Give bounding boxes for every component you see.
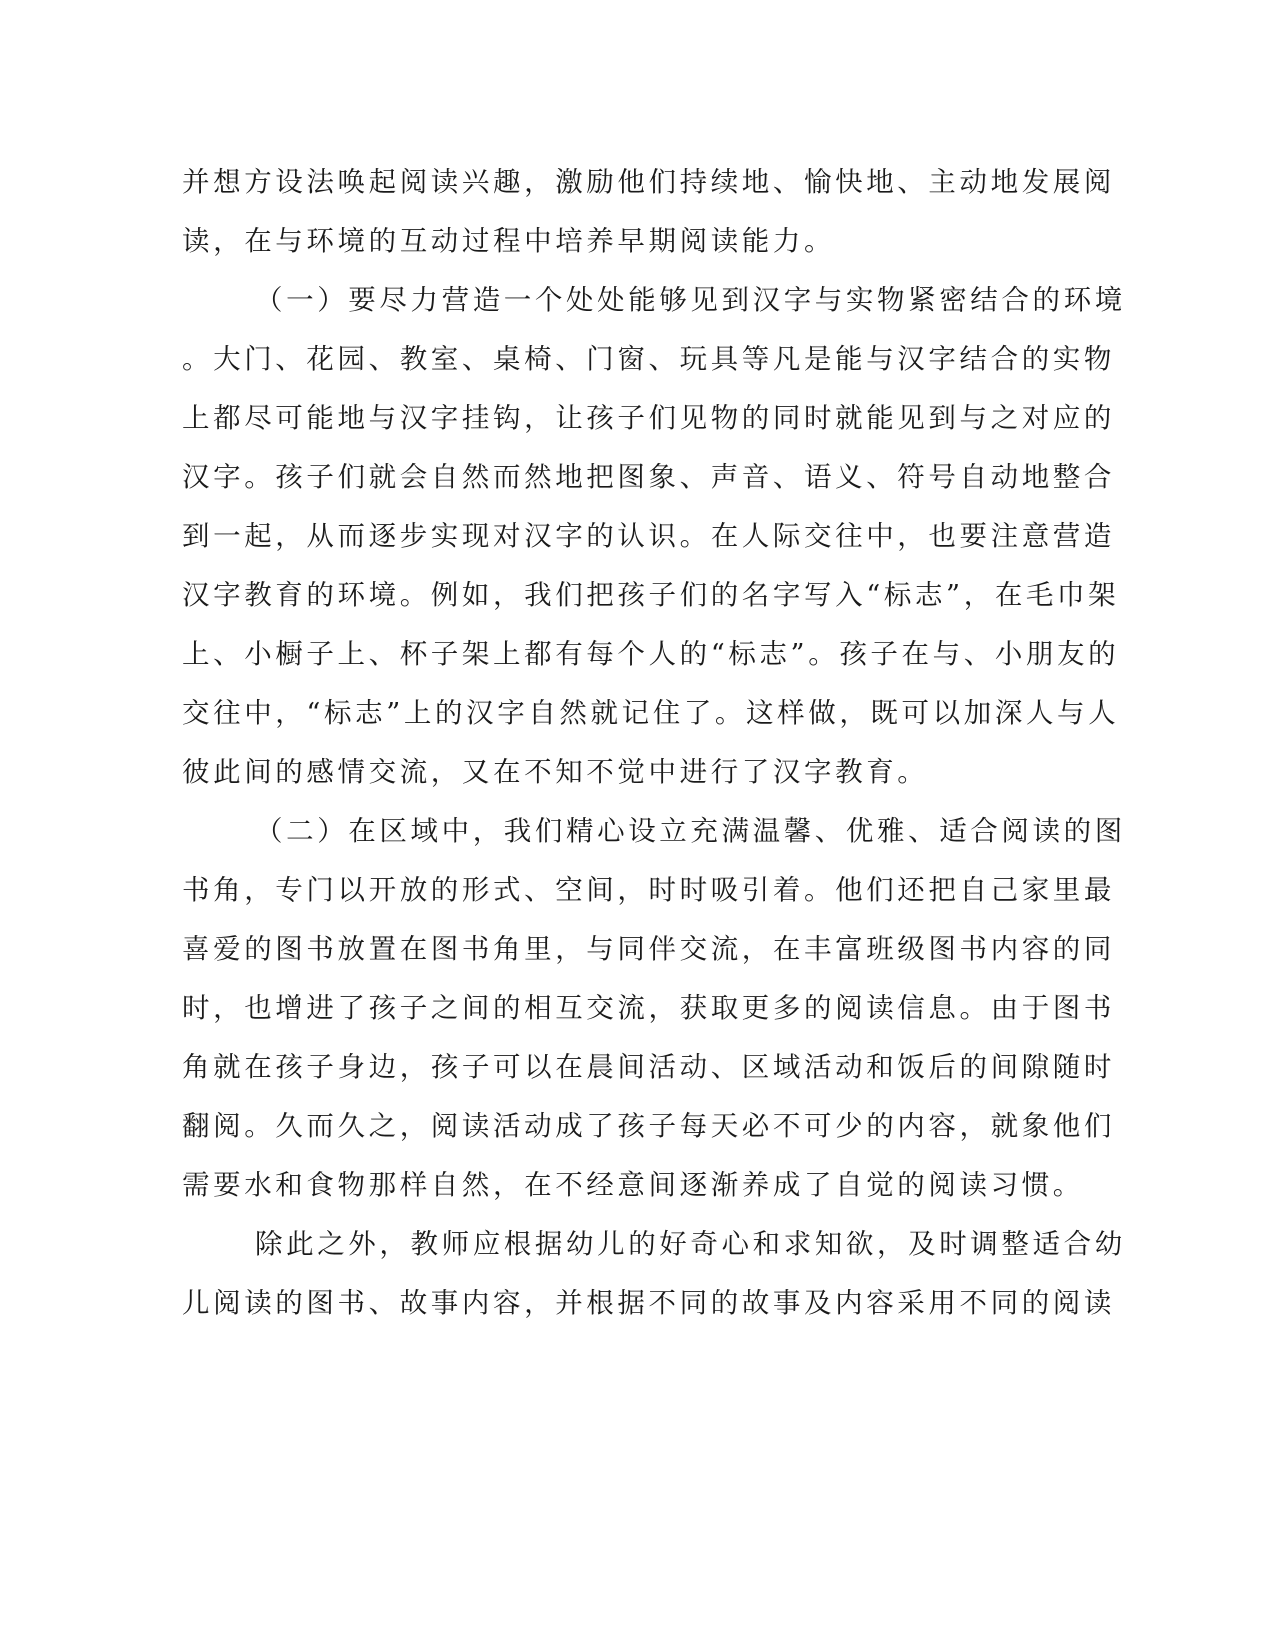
body-text xyxy=(182,160,1126,1340)
text-line: 汉字教育的环境。例如，我们把孩子们的名字写入“标志”，在毛巾架 xyxy=(182,579,1120,611)
text-line: 时，也增进了孩子之间的相互交流，获取更多的阅读信息。由于图书 xyxy=(182,992,1115,1024)
text-line: 书角，专门以开放的形式、空间，时时吸引着。他们还把自己家里最 xyxy=(182,874,1115,906)
text-line: 喜爱的图书放置在图书角里，与同伴交流，在丰富班级图书内容的同 xyxy=(182,933,1115,965)
text-line: 并想方设法唤起阅读兴趣，激励他们持续地、愉快地、主动地发展阅 xyxy=(182,166,1115,198)
section-1-heading-line: （一）要尽力营造一个处处能够见到汉字与实物紧密结合的环境 xyxy=(255,284,1126,316)
text-line: 到一起，从而逐步实现对汉字的认识。在人际交往中，也要注意营造 xyxy=(182,520,1115,552)
text-line: 汉字。孩子们就会自然而然地把图象、声音、语义、符号自动地整合 xyxy=(182,461,1115,493)
section-2-heading-line: （二）在区域中，我们精心设立充满温馨、优雅、适合阅读的图 xyxy=(255,815,1126,847)
text-line: 交往中，“标志”上的汉字自然就记住了。这样做，既可以加深人与人 xyxy=(182,697,1120,729)
text-line: 角就在孩子身边，孩子可以在晨间活动、区域活动和饭后的间隙随时 xyxy=(182,1051,1115,1083)
text-line: 上、小橱子上、杯子架上都有每个人的“标志”。孩子在与、小朋友的 xyxy=(182,638,1120,670)
text-line: 读，在与环境的互动过程中培养早期阅读能力。 xyxy=(182,225,836,257)
text-line: 。大门、花园、教室、桌椅、门窗、玩具等凡是能与汉字结合的实物 xyxy=(182,343,1115,375)
text-line: 儿阅读的图书、故事内容，并根据不同的故事及内容采用不同的阅读 xyxy=(182,1287,1115,1319)
text-line: 彼此间的感情交流，又在不知不觉中进行了汉字教育。 xyxy=(182,756,929,788)
paragraph-start-line: 除此之外，教师应根据幼儿的好奇心和求知欲，及时调整适合幼 xyxy=(255,1228,1126,1260)
text-line: 翻阅。久而久之，阅读活动成了孩子每天必不可少的内容，就象他们 xyxy=(182,1110,1115,1142)
text-line: 上都尽可能地与汉字挂钩，让孩子们见物的同时就能见到与之对应的 xyxy=(182,402,1115,434)
text-line: 需要水和食物那样自然，在不经意间逐渐养成了自觉的阅读习惯。 xyxy=(182,1169,1084,1201)
